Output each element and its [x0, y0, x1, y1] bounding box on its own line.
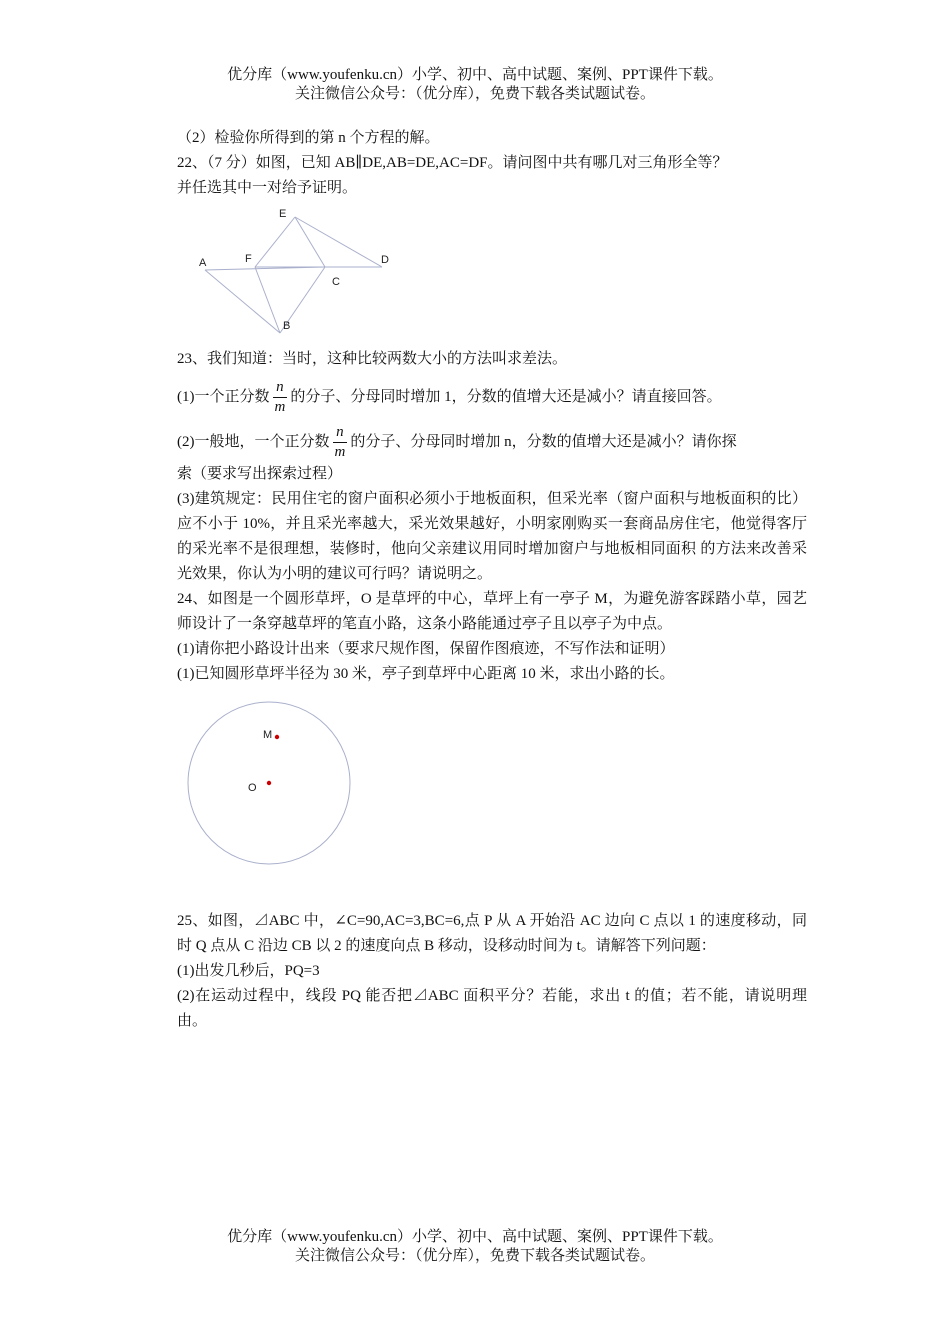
- q22-line1: 22、（7 分）如图，已知 AB∥DE,AB=DE,AC=DF。请问图中共有哪几对三角形全等？: [177, 155, 728, 171]
- segment-ef: [255, 217, 295, 267]
- q23-part2-before: (2)一般地，一个正分数: [177, 433, 330, 450]
- segment-ec: [295, 217, 325, 267]
- q23-part1-after: 的分子、分母同时增加 1，分数的值增大还是减小？请直接回答。: [290, 388, 722, 405]
- label-d: D: [381, 254, 389, 266]
- label-c: C: [332, 276, 340, 288]
- fraction-n-over-m-2: [333, 423, 348, 462]
- q24-text: 24、如图是一个圆形草坪，O 是草坪的中心，草坪上有一亭子 M，为避免游客踩踏小草，园艺师设计了一条穿越草坪的笔直小路，这条小路能通过亭子且以亭子为中点。: [177, 591, 807, 632]
- q23-part2-after: 的分子、分母同时增加 n，分数的值增大还是减小？请你探: [350, 433, 737, 450]
- q25-part1: (1)出发几秒后，PQ=3: [177, 963, 320, 979]
- footer-line-1: 优分库（www.youfenku.cn）小学、初中、高中试题、案例、PPT课件下载。: [227, 1229, 723, 1245]
- label-o: O: [248, 782, 257, 794]
- q23-intro: 23、我们知道：当时，这种比较两数大小的方法叫求差法。: [177, 351, 568, 367]
- fraction-denominator: m: [274, 399, 286, 415]
- q23-part1-before: (1)一个正分数: [177, 388, 270, 405]
- footer-line-2: 关注微信公众号：（优分库），免费下载各类试题试卷。: [294, 1248, 655, 1264]
- q24-part2: (1)已知圆形草坪半径为 30 米，亭子到草坪中心距离 10 米，求出小路的长。: [177, 666, 675, 682]
- q24-circle-figure: [181, 695, 381, 885]
- fraction-n-over-m: [273, 378, 288, 417]
- segment-ab: [205, 270, 280, 333]
- label-e: E: [279, 209, 287, 220]
- document-body: [177, 126, 807, 1034]
- q22-figure-lines: [205, 217, 382, 333]
- point-o: [267, 781, 271, 785]
- q23-part2: [177, 423, 807, 462]
- header-line-2: 关注微信公众号：（优分库），免费下载各类试题试卷。: [294, 86, 655, 102]
- q25-part2: (2)在运动过程中，线段 PQ 能否把⊿ABC 面积平分？若能，求出 t 的值；若不能，请说明理由。: [177, 988, 807, 1029]
- q23-part1: [177, 378, 807, 417]
- segment-ed: [295, 217, 382, 267]
- fraction-numerator: n: [273, 378, 288, 398]
- q25-text: 25、如图，⊿ABC 中，∠C=90,AC=3,BC=6,点 P 从 A 开始沿 AC 边向 C 点以 1 的速度移动，同时 Q 点从 C 沿边 CB 以 2 的速度向点 B 移动，设移动时间为 t。请解答下列问题：: [177, 913, 807, 954]
- q23-part3: (3)建筑规定：民用住宅的窗户面积必须小于地板面积，但采光率（窗户面积与地板面积的比）应不小于 10%，并且采光率越大，采光效果越好，小明家刚购买一套商品房住宅，他觉得客厅的采光率不是很理想，装修时，他向父亲建议用同时增加窗户与地板相同面积 的方法来改善采光效果，你认为小明的建议可行吗？请说明之。: [177, 491, 807, 582]
- header-line-1: 优分库（www.youfenku.cn）小学、初中、高中试题、案例、PPT课件下载。: [227, 67, 723, 83]
- q21-part2: （2）检验你所得到的第 n 个方程的解。: [177, 130, 440, 146]
- q22-line2: 并任选其中一对给予证明。: [177, 180, 358, 196]
- q22-triangle-figure: [185, 209, 425, 339]
- label-m: M: [263, 729, 273, 741]
- page-footer: [0, 1228, 950, 1266]
- label-a: A: [199, 257, 207, 269]
- page-header: [0, 66, 950, 104]
- label-f: F: [245, 253, 252, 265]
- fraction-numerator-2: n: [333, 423, 348, 443]
- fraction-denominator-2: m: [334, 444, 346, 460]
- q23-part2-cont: 索（要求写出探索过程）: [177, 466, 343, 482]
- q24-part1: (1)请你把小路设计出来（要求尺规作图，保留作图痕迹，不写作法和证明）: [177, 641, 675, 657]
- label-b: B: [283, 320, 291, 332]
- point-m: [275, 735, 279, 739]
